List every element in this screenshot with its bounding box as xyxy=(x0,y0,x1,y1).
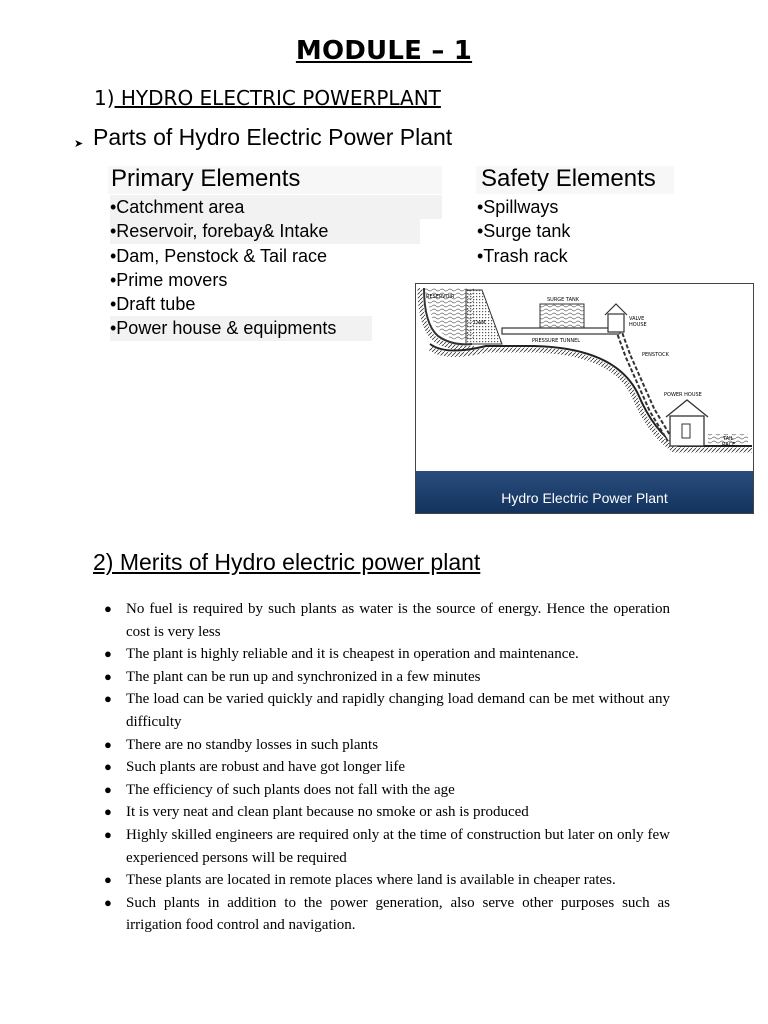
surge-tank-shape xyxy=(540,304,584,328)
pressure-tunnel-label: PRESSURE TUNNEL xyxy=(532,338,581,344)
hydro-plant-diagram xyxy=(415,283,754,514)
arrow-bullet-icon: ➤ xyxy=(74,138,84,150)
section1-heading xyxy=(94,86,441,110)
merit-text: No fuel is required by such plants as water is the source of energy. Hence the operation cost is very less xyxy=(126,601,670,640)
surge-tank-label: SURGE TANK xyxy=(547,297,580,303)
bullet-icon: ● xyxy=(104,759,112,775)
race-label: RACE xyxy=(722,442,736,448)
list-item xyxy=(102,869,670,892)
pressure-tunnel-shape xyxy=(502,328,620,334)
valve-label: VALVE xyxy=(629,316,645,322)
dam-label: DAM xyxy=(474,320,486,326)
list-item: •Reservoir, forebay& Intake xyxy=(110,219,420,243)
merit-text: These plants are located in remote places where land is available in cheaper rates. xyxy=(126,872,616,889)
list-item xyxy=(102,598,670,643)
bullet-icon: ● xyxy=(104,781,112,797)
bullet-icon: ● xyxy=(104,736,112,752)
merit-text: The efficiency of such plants does not fall with the age xyxy=(126,781,455,798)
merit-text: Such plants are robust and have got longer life xyxy=(126,759,406,776)
merit-text: It is very neat and clean plant because no smoke or ash is produced xyxy=(126,804,529,821)
list-item: •Catchment area xyxy=(110,195,442,219)
list-item xyxy=(102,734,670,757)
diagram-drawing xyxy=(416,284,753,471)
bullet-icon: ● xyxy=(104,804,112,820)
bullet-icon: ● xyxy=(104,826,112,842)
list-item xyxy=(102,779,670,802)
safety-elements-list xyxy=(477,195,570,268)
list-item: •Surge tank xyxy=(477,221,571,242)
list-item xyxy=(102,892,670,937)
list-item xyxy=(102,801,670,824)
section1-number: 1) xyxy=(94,86,115,110)
list-item: •Trash rack xyxy=(477,245,568,266)
module-title: MODULE – 1 xyxy=(295,36,473,66)
bullet-icon: ● xyxy=(104,894,112,910)
list-item: •Prime movers xyxy=(110,269,228,290)
bullet-icon: ● xyxy=(104,646,112,662)
list-item: •Power house & equipments xyxy=(110,316,372,340)
safety-elements-heading: Safety Elements xyxy=(481,165,656,192)
merit-text: The plant is highly reliable and it is cheapest in operation and maintenance. xyxy=(126,646,579,663)
house-label: HOUSE xyxy=(629,322,647,328)
parts-heading: Parts of Hydro Electric Power Plant xyxy=(93,124,453,150)
valve-house-shape xyxy=(608,314,624,332)
merit-text: The plant can be run up and synchronized in a few minutes xyxy=(126,668,481,685)
power-house-shape xyxy=(670,416,704,446)
section2-heading: 2) Merits of Hydro electric power plant xyxy=(93,549,481,575)
merit-text: There are no standby losses in such plants xyxy=(126,736,379,753)
list-item: •Spillways xyxy=(477,197,559,217)
bullet-icon: ● xyxy=(104,872,112,888)
list-item xyxy=(102,666,670,689)
primary-elements-heading: Primary Elements xyxy=(111,165,301,192)
list-item xyxy=(102,756,670,779)
merit-text: The load can be varied quickly and rapidly changing load demand can be met without any difficulty xyxy=(126,691,670,730)
power-house-label: POWER HOUSE xyxy=(664,392,702,398)
merit-text: Highly skilled engineers are required only at the time of construction but later on only few experienced persons will be required xyxy=(126,826,670,866)
bullet-icon: ● xyxy=(104,691,112,707)
tail-label: TAIL xyxy=(723,436,734,442)
list-item xyxy=(102,643,670,666)
diagram-caption: Hydro Electric Power Plant xyxy=(416,471,753,513)
penstock-label: PENSTOCK xyxy=(642,352,669,358)
bullet-icon: ● xyxy=(104,668,112,684)
merit-text: Such plants in addition to the power generation, also serve other purposes such as irrigation food control and navigation. xyxy=(126,894,670,934)
merits-list xyxy=(102,598,670,937)
list-item: •Draft tube xyxy=(110,294,196,315)
list-item xyxy=(102,688,670,733)
list-item xyxy=(102,824,670,869)
dam-shape xyxy=(466,290,502,344)
list-item: •Dam, Penstock & Tail race xyxy=(110,245,328,266)
reservoir-label: RESERVOIR xyxy=(426,294,455,300)
primary-elements-list xyxy=(110,195,442,341)
bullet-icon: ● xyxy=(104,601,112,616)
section1-title: HYDRO ELECTRIC POWERPLANT xyxy=(114,86,441,110)
